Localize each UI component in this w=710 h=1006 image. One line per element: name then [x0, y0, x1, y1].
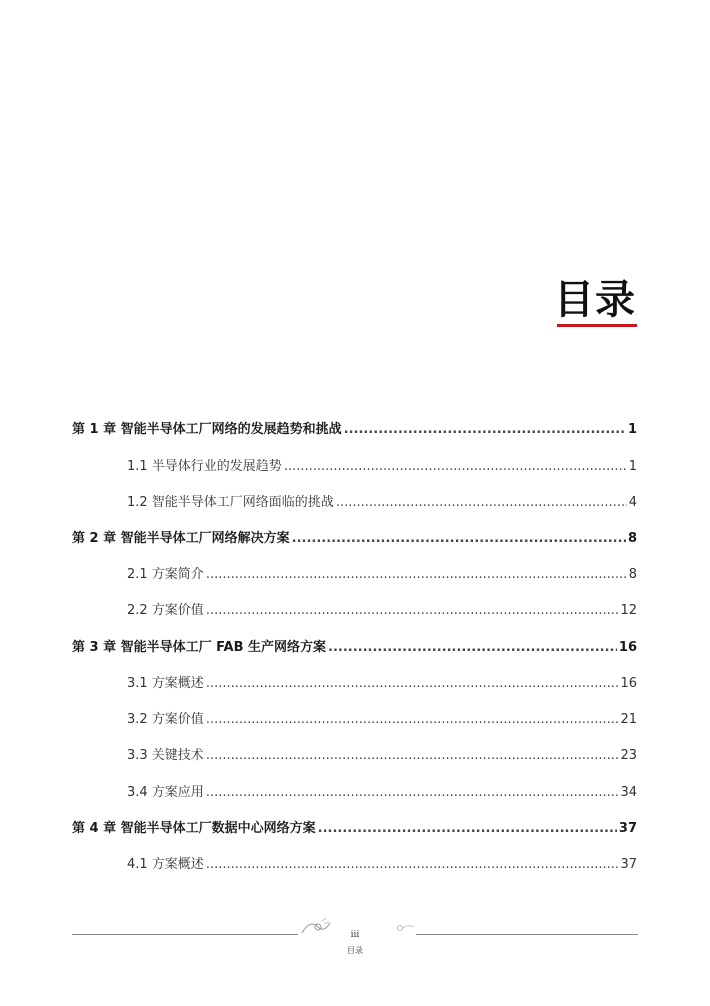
- toc-entry-label: 2.1 方案简介: [127, 567, 204, 582]
- toc-entry[interactable]: [127, 744, 637, 766]
- toc-leader-dots: [206, 676, 619, 691]
- toc-entry-page: 4: [628, 495, 637, 510]
- toc-entry-page: 16: [620, 676, 637, 691]
- toc-entry-page: 37: [618, 821, 637, 836]
- toc-leader-dots: [318, 821, 617, 836]
- toc-entry[interactable]: [127, 455, 637, 477]
- footer-divider-left: [72, 934, 298, 935]
- toc-leader-dots: [206, 748, 619, 763]
- toc-leader-dots: [284, 459, 627, 474]
- toc-entry[interactable]: [127, 563, 637, 585]
- footer-label: 目录: [347, 946, 363, 955]
- toc-entry-label: 3.2 方案价值: [127, 712, 204, 727]
- footer-flourish-small-icon: [394, 922, 416, 934]
- toc-entry-page: 1: [628, 459, 637, 474]
- toc-leader-dots: [206, 785, 619, 800]
- toc-entry-label: 第 2 章 智能半导体工厂网络解决方案: [72, 531, 290, 546]
- toc-entry-label: 1.1 半导体行业的发展趋势: [127, 459, 282, 474]
- toc-leader-dots: [292, 531, 626, 546]
- toc-entry-label: 3.1 方案概述: [127, 676, 204, 691]
- page-title: 目录: [554, 277, 636, 323]
- toc-entry-page: 16: [618, 640, 637, 655]
- toc-entry-label: 第 3 章 智能半导体工厂 FAB 生产网络方案: [72, 640, 327, 655]
- toc-entry-page: 37: [620, 857, 637, 872]
- toc-entry-page: 8: [627, 531, 637, 546]
- toc-entry-label: 3.3 关键技术: [127, 748, 204, 763]
- toc-entry-label: 1.2 智能半导体工厂网络面临的挑战: [127, 495, 334, 510]
- toc-entry[interactable]: [127, 853, 637, 875]
- toc-leader-dots: [336, 495, 627, 510]
- toc-entry-page: 1: [627, 422, 637, 437]
- toc-leader-dots: [206, 712, 619, 727]
- footer-page-number: iii: [350, 930, 360, 940]
- toc-entry[interactable]: [127, 672, 637, 694]
- toc-entry[interactable]: [72, 527, 637, 549]
- toc-entry-label: 4.1 方案概述: [127, 857, 204, 872]
- toc-entry-page: 12: [620, 603, 637, 618]
- toc-entry[interactable]: [127, 491, 637, 513]
- toc-entry[interactable]: [72, 418, 637, 440]
- toc-leader-dots: [206, 857, 619, 872]
- toc-leader-dots: [206, 567, 627, 582]
- toc-leader-dots: [344, 422, 626, 437]
- toc-entry-label: 第 1 章 智能半导体工厂网络的发展趋势和挑战: [72, 422, 342, 437]
- toc-entry-label: 2.2 方案价值: [127, 603, 204, 618]
- toc-leader-dots: [206, 603, 619, 618]
- toc-entry-page: 23: [620, 748, 637, 763]
- toc-entry[interactable]: [72, 817, 637, 839]
- toc-entry[interactable]: [127, 781, 637, 803]
- toc-entry[interactable]: [127, 599, 637, 621]
- toc-entry-label: 3.4 方案应用: [127, 785, 204, 800]
- toc-entry[interactable]: [127, 708, 637, 730]
- toc-entry-page: 8: [628, 567, 637, 582]
- toc-entry-page: 34: [620, 785, 637, 800]
- toc-leader-dots: [328, 640, 617, 655]
- title-underline: [557, 324, 637, 327]
- toc-entry[interactable]: [72, 636, 637, 658]
- footer-flourish-icon: [300, 915, 334, 937]
- toc-entry-page: 21: [620, 712, 637, 727]
- footer-divider-right: [416, 934, 638, 935]
- toc-entry-label: 第 4 章 智能半导体工厂数据中心网络方案: [72, 821, 316, 836]
